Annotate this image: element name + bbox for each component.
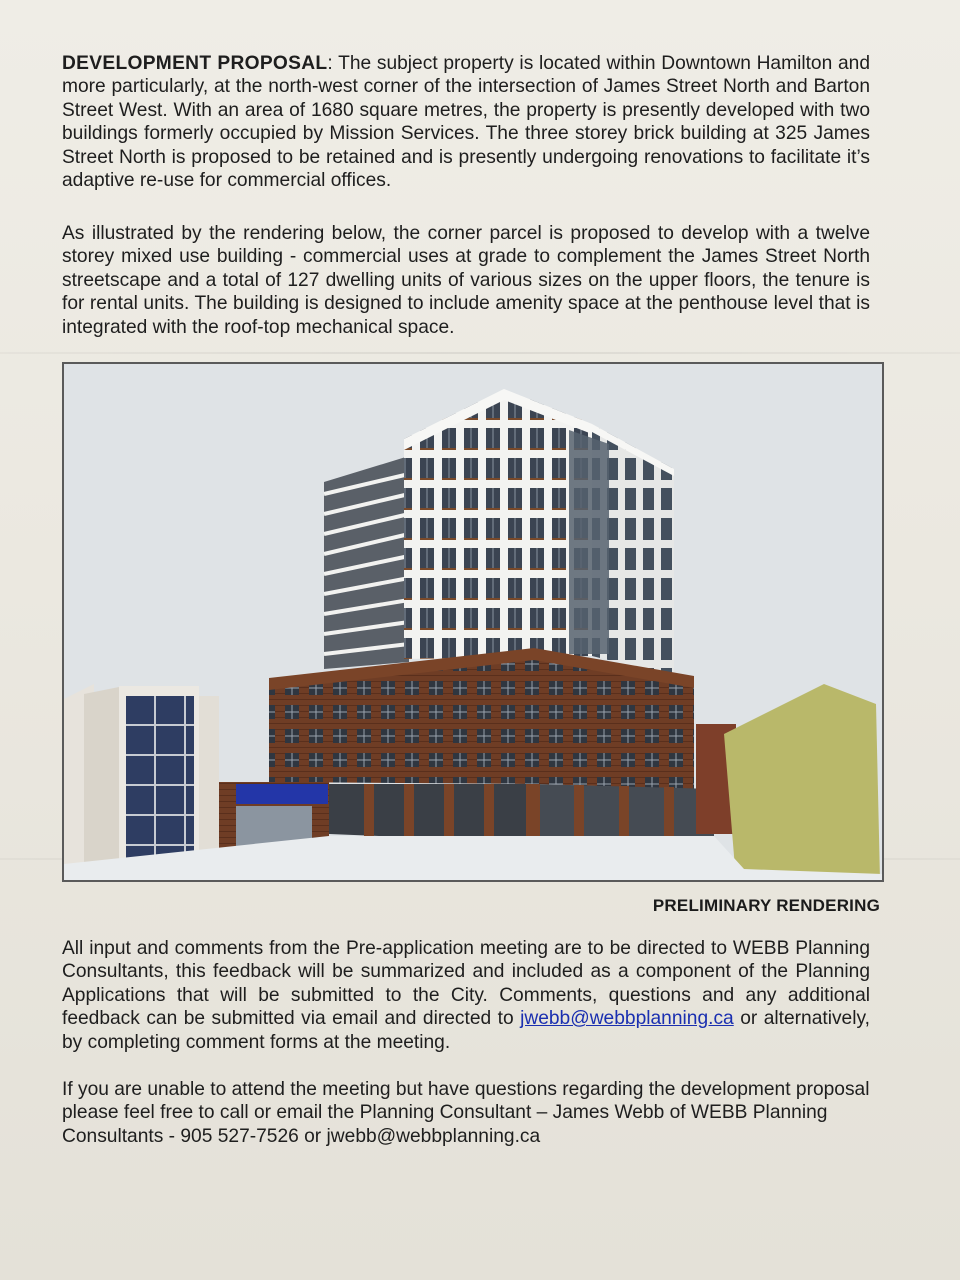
development-proposal-heading: DEVELOPMENT PROPOSAL bbox=[62, 53, 328, 74]
left-neighbour-glass-wall bbox=[126, 696, 194, 864]
blue-awning bbox=[236, 784, 328, 804]
preliminary-rendering-image bbox=[62, 362, 884, 882]
feedback-tail-text: or alternatively, by completing comment forms at the meeting. bbox=[62, 1008, 870, 1053]
paragraph-building-description: As illustrated by the rendering below, the corner parcel is proposed to develop with a twelve storey mixed use building - commercial uses at grade to complement the James Street North streetscape and a total of 127 dwelling units of various sizes on the upper floors, the tenure is for rental units. The building is designed to include amenity space at the penthouse level that is integrated with the roof-top mechanical space. bbox=[62, 223, 870, 338]
feedback-text: All input and comments from the Pre-application meeting are to be directed to WEBB Planning Consultants, this feedback will be summarized and included as a component of the Planning Applications that will be submitted to the City. Comments, questions and any additional feedback can be submitted via email and directed to bbox=[62, 938, 870, 1030]
email-link[interactable]: jwebb@webbplanning.ca bbox=[520, 1008, 734, 1030]
rendering-caption: PRELIMINARY RENDERING bbox=[652, 896, 880, 915]
paragraph-contact-info: If you are unable to attend the meeting but have questions regarding the development proposal please feel free to call or email the Planning Consultant – James Webb of WEBB Planning Consultants - 905 527-7526 or jwebb@webbplanning.ca bbox=[62, 1079, 870, 1147]
ground-floor-storefront bbox=[329, 784, 534, 842]
tower-balcony-face bbox=[324, 456, 409, 669]
paragraph-development-proposal bbox=[62, 52, 870, 192]
tower-glass-column bbox=[569, 430, 609, 654]
development-proposal-text: : The subject property is located within Downtown Hamilton and more particularly, at the north-west corner of the intersection of James Street North and Barton Street West. With an area of 1680 square metres, the property is presently developed with two buildings formerly occupied by Mission Services. The three storey brick building at 325 James Street North is proposed to be retained and is presently undergoing renovations to facilitate it’s adaptive re-use for commercial offices. bbox=[62, 53, 870, 192]
paragraph-feedback-instructions bbox=[62, 937, 870, 1054]
building-rendering-svg bbox=[64, 364, 882, 880]
paper-fold-line bbox=[0, 352, 960, 354]
